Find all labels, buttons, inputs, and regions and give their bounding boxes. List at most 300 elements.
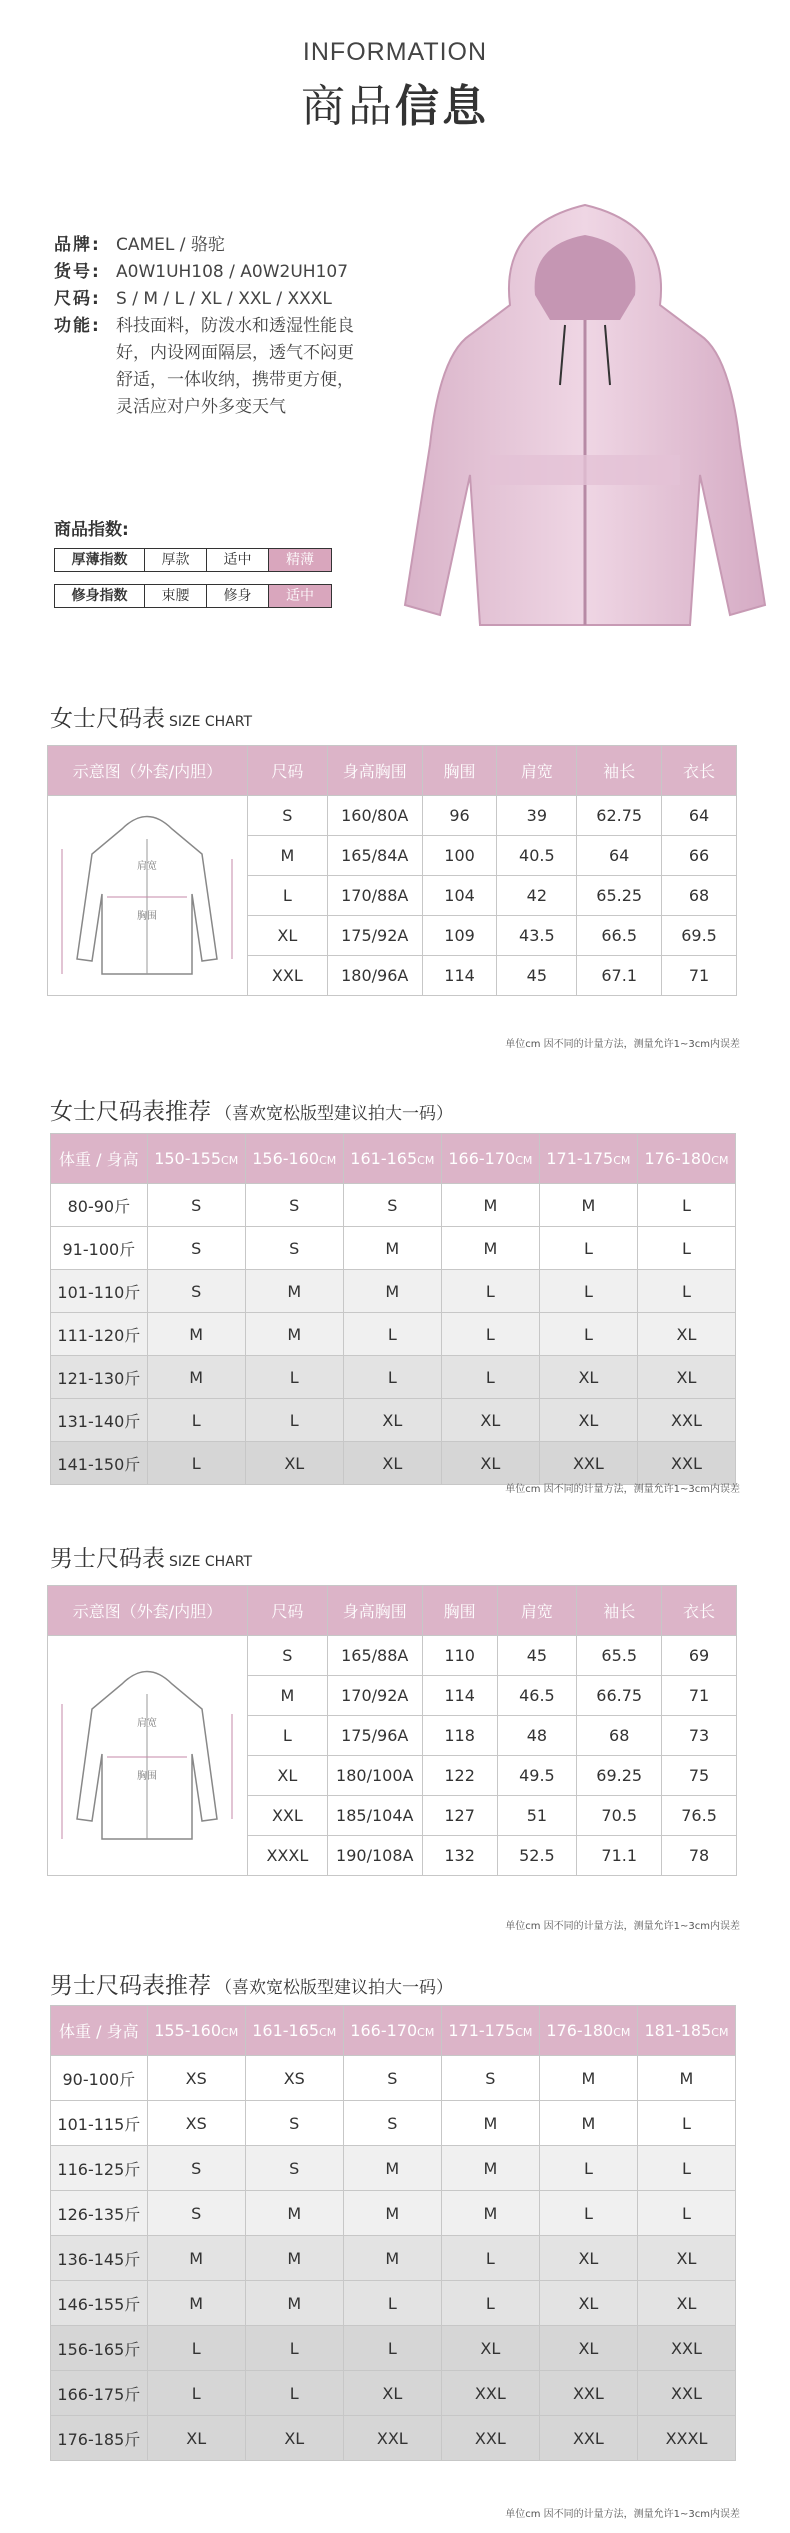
col-header: 身高胸围	[327, 1586, 422, 1636]
cell: 96	[422, 796, 497, 836]
cell: XL	[247, 916, 327, 956]
weight-range: 126-135斤	[51, 2191, 148, 2236]
size-cell: XL	[539, 2281, 637, 2326]
col-header: 袖长	[577, 1586, 662, 1636]
cell: 71.1	[577, 1836, 662, 1876]
thickness-opt-active: 精薄	[269, 549, 331, 571]
cell: L	[247, 1716, 327, 1756]
table-row	[51, 2326, 736, 2371]
size-cell: XXL	[637, 2371, 735, 2416]
cell: 165/84A	[327, 836, 422, 876]
size-cell: M	[343, 2191, 441, 2236]
height-range: 166-170	[448, 1149, 516, 1168]
size-cell: M	[539, 2101, 637, 2146]
size-cell: M	[343, 1270, 441, 1313]
cell: 40.5	[497, 836, 577, 876]
size-cell: XL	[539, 2326, 637, 2371]
thickness-opt: 厚款	[145, 549, 207, 571]
size-cell: M	[147, 2281, 245, 2326]
header-en: INFORMATION	[302, 38, 488, 66]
cell: 46.5	[497, 1676, 577, 1716]
size-cell: L	[147, 2371, 245, 2416]
cell: 69.5	[662, 916, 737, 956]
table-row	[51, 1356, 736, 1399]
table-row	[51, 1227, 736, 1270]
function-label: 功能:	[54, 316, 101, 336]
height-range: 166-170	[350, 2021, 418, 2040]
cell: 73	[662, 1716, 737, 1756]
size-cell: M	[441, 1184, 539, 1227]
size-cell: XL	[441, 2326, 539, 2371]
diagram-label-shoulder: 肩宽	[137, 1717, 158, 1729]
size-cell: L	[343, 2281, 441, 2326]
table-row	[51, 1399, 736, 1442]
table-row	[48, 1636, 737, 1676]
jacket-diagram	[48, 796, 248, 996]
size-cell: XL	[539, 2236, 637, 2281]
men-rec-table	[50, 2005, 736, 2461]
size-cell: S	[147, 1270, 245, 1313]
cell: 75	[662, 1756, 737, 1796]
table-row	[51, 2371, 736, 2416]
size-cell: XL	[245, 1442, 343, 1485]
size-cell: S	[245, 2146, 343, 2191]
header-cn-light: 商品	[301, 81, 395, 132]
cell: 68	[662, 876, 737, 916]
size-cell: L	[245, 1356, 343, 1399]
col-header: 衣长	[662, 746, 737, 796]
size-cell: XL	[245, 2416, 343, 2461]
men-rec-title-text: 男士尺码表推荐	[50, 1973, 211, 1999]
product-info	[54, 232, 434, 421]
size-cell: XL	[539, 1399, 637, 1442]
weight-range: 116-125斤	[51, 2146, 148, 2191]
size-cell: XXL	[637, 1442, 735, 1485]
cell: 175/96A	[327, 1716, 422, 1756]
women-chart-title-text: 女士尺码表	[50, 706, 165, 732]
height-range: 176-180	[546, 2021, 614, 2040]
women-rec-title	[50, 1093, 453, 1126]
size-cell: L	[637, 1184, 735, 1227]
size-cell: M	[441, 1227, 539, 1270]
size-cell: XXL	[637, 2326, 735, 2371]
women-rec-note: 单位cm 因不同的计量方法，测量允许1~3cm内误差	[505, 1484, 740, 1495]
cell: 45	[497, 956, 577, 996]
unit: CM	[319, 2026, 337, 2039]
size-cell: M	[245, 1270, 343, 1313]
col-header	[147, 2006, 245, 2056]
cell: XXXL	[247, 1836, 327, 1876]
col-header	[637, 1134, 735, 1184]
col-header: 示意图（外套/内胆）	[48, 746, 248, 796]
men-chart-title-text: 男士尺码表	[50, 1546, 165, 1572]
size-label: 尺码:	[54, 289, 101, 309]
cell: 69	[662, 1636, 737, 1676]
cell: 67.1	[577, 956, 662, 996]
cell: 66.75	[577, 1676, 662, 1716]
col-header: 尺码	[247, 1586, 327, 1636]
women-chart-title	[50, 700, 252, 733]
size-cell: XXL	[441, 2416, 539, 2461]
cell: 52.5	[497, 1836, 577, 1876]
weight-range: 111-120斤	[51, 1313, 148, 1356]
size-cell: L	[637, 1227, 735, 1270]
weight-range: 91-100斤	[51, 1227, 148, 1270]
unit: CM	[613, 2026, 631, 2039]
header-cn	[0, 70, 790, 134]
cell: 100	[422, 836, 497, 876]
cell: 45	[497, 1636, 577, 1676]
cell: 71	[662, 1676, 737, 1716]
col-header	[245, 1134, 343, 1184]
brand-label: 品牌:	[54, 235, 101, 255]
size-cell: XL	[637, 2281, 735, 2326]
col-header	[343, 1134, 441, 1184]
weight-range: 131-140斤	[51, 1399, 148, 1442]
size-cell: L	[245, 2326, 343, 2371]
size-cell: L	[343, 1313, 441, 1356]
fit-opt: 束腰	[145, 585, 207, 607]
size-cell: L	[539, 2146, 637, 2191]
cell: XXL	[247, 1796, 327, 1836]
size-cell: M	[637, 2056, 735, 2101]
men-chart-subtitle: SIZE CHART	[169, 1554, 253, 1570]
diagram-label-chest: 胸围	[137, 910, 158, 922]
men-chart-title	[50, 1540, 252, 1573]
unit: CM	[515, 2026, 533, 2039]
size-cell: S	[147, 2146, 245, 2191]
cell: 66	[662, 836, 737, 876]
cell: 114	[422, 956, 497, 996]
table-row	[51, 2191, 736, 2236]
cell: S	[247, 796, 327, 836]
jacket-outline-diagram	[52, 1654, 242, 1854]
size-cell: XS	[147, 2056, 245, 2101]
weight-range: 136-145斤	[51, 2236, 148, 2281]
col-header: 衣长	[662, 1586, 737, 1636]
size-cell: XXL	[343, 2416, 441, 2461]
col-header: 肩宽	[497, 746, 577, 796]
unit: CM	[417, 2026, 435, 2039]
size-cell: S	[245, 2101, 343, 2146]
size-cell: XXL	[539, 2416, 637, 2461]
size-cell: L	[441, 1270, 539, 1313]
cell: 78	[662, 1836, 737, 1876]
function-value: 科技面料，防泼水和透湿性能良好，内设网面隔层，透气不闷更舒适，一体收纳，携带更方便，灵活应对户外多变天气	[116, 316, 354, 417]
size-cell: L	[441, 2281, 539, 2326]
unit: CM	[417, 1154, 435, 1167]
thickness-index	[54, 548, 332, 572]
cell: L	[247, 876, 327, 916]
size-cell: M	[245, 2191, 343, 2236]
size-cell: M	[441, 2191, 539, 2236]
cell: 170/92A	[327, 1676, 422, 1716]
size-cell: L	[637, 2101, 735, 2146]
table-row	[51, 1313, 736, 1356]
cell: 69.25	[577, 1756, 662, 1796]
height-range: 181-185	[644, 2021, 712, 2040]
unit: CM	[613, 1154, 631, 1167]
cell: XXL	[247, 956, 327, 996]
size-cell: XXXL	[637, 2416, 735, 2461]
size-cell: XS	[245, 2056, 343, 2101]
size-cell: L	[147, 2326, 245, 2371]
cell: 165/88A	[327, 1636, 422, 1676]
size-cell: L	[637, 1270, 735, 1313]
size-cell: M	[343, 2236, 441, 2281]
height-range: 155-160	[154, 2021, 222, 2040]
table-row	[51, 2056, 736, 2101]
jacket-outline-diagram	[52, 799, 242, 989]
cell: 114	[422, 1676, 497, 1716]
size-cell: L	[147, 1399, 245, 1442]
cell: S	[247, 1636, 327, 1676]
size-cell: M	[343, 1227, 441, 1270]
col-header: 肩宽	[497, 1586, 577, 1636]
sku-label: 货号:	[54, 262, 101, 282]
cell: 65.25	[577, 876, 662, 916]
cell: 180/100A	[327, 1756, 422, 1796]
col-header	[441, 1134, 539, 1184]
size-cell: S	[441, 2056, 539, 2101]
height-range: 171-175	[546, 1149, 614, 1168]
size-cell: M	[245, 2281, 343, 2326]
men-chart-note: 单位cm 因不同的计量方法，测量允许1~3cm内误差	[505, 1921, 740, 1932]
thickness-opt: 适中	[207, 549, 269, 571]
height-range: 161-165	[350, 1149, 418, 1168]
size-cell: XL	[441, 1442, 539, 1485]
cell: 160/80A	[327, 796, 422, 836]
size-cell: XL	[637, 1313, 735, 1356]
size-cell: L	[539, 1270, 637, 1313]
fit-opt: 修身	[207, 585, 269, 607]
size-cell: M	[147, 1356, 245, 1399]
table-row	[51, 2146, 736, 2191]
table-row	[51, 1442, 736, 1485]
size-cell: XL	[343, 1399, 441, 1442]
table-row	[51, 1270, 736, 1313]
unit: CM	[221, 2026, 239, 2039]
size-cell: XXL	[637, 1399, 735, 1442]
size-cell: L	[637, 2191, 735, 2236]
size-cell: XL	[441, 1399, 539, 1442]
size-cell: XL	[637, 2236, 735, 2281]
cell: 66.5	[577, 916, 662, 956]
size-cell: L	[147, 1442, 245, 1485]
size-cell: S	[343, 2056, 441, 2101]
cell: 49.5	[497, 1756, 577, 1796]
diagram-label-shoulder: 肩宽	[137, 860, 158, 872]
height-range: 161-165	[252, 2021, 320, 2040]
unit: CM	[221, 1154, 239, 1167]
cell: XL	[247, 1756, 327, 1796]
size-cell: XXL	[539, 1442, 637, 1485]
women-chart-subtitle: SIZE CHART	[169, 714, 253, 730]
size-cell: L	[441, 2236, 539, 2281]
thickness-index-head: 厚薄指数	[55, 549, 145, 571]
cell: 118	[422, 1716, 497, 1756]
women-rec-subtitle: （喜欢宽松版型建议拍大一码）	[215, 1104, 453, 1124]
col-header	[637, 2006, 735, 2056]
cell: 175/92A	[327, 916, 422, 956]
jacket-diagram	[48, 1636, 248, 1876]
size-cell: XL	[147, 2416, 245, 2461]
women-rec-table	[50, 1133, 736, 1485]
cell: 64	[577, 836, 662, 876]
size-value: S / M / L / XL / XXL / XXXL	[116, 289, 332, 309]
cell: 43.5	[497, 916, 577, 956]
cell: 104	[422, 876, 497, 916]
unit: CM	[711, 1154, 729, 1167]
weight-range: 176-185斤	[51, 2416, 148, 2461]
size-cell: M	[147, 1313, 245, 1356]
col-header: 示意图（外套/内胆）	[48, 1586, 248, 1636]
unit: CM	[515, 1154, 533, 1167]
height-range: 156-160	[252, 1149, 320, 1168]
size-cell: S	[343, 1184, 441, 1227]
height-range: 150-155	[154, 1149, 222, 1168]
diagram-label-chest: 胸围	[137, 1770, 158, 1782]
size-cell: S	[343, 2101, 441, 2146]
weight-range: 80-90斤	[51, 1184, 148, 1227]
col-header	[539, 2006, 637, 2056]
size-cell: S	[245, 1184, 343, 1227]
size-cell: XL	[637, 1356, 735, 1399]
size-cell: M	[441, 2146, 539, 2191]
cell: M	[247, 1676, 327, 1716]
table-row	[48, 796, 737, 836]
table-row	[51, 2101, 736, 2146]
col-header: 胸围	[422, 1586, 497, 1636]
cell: 39	[497, 796, 577, 836]
size-cell: XL	[343, 1442, 441, 1485]
height-range: 176-180	[644, 1149, 712, 1168]
index-title: 商品指数:	[54, 520, 129, 540]
height-range: 171-175	[448, 2021, 516, 2040]
size-cell: M	[441, 2101, 539, 2146]
size-cell: XL	[539, 1356, 637, 1399]
size-cell: M	[539, 1184, 637, 1227]
cell: 51	[497, 1796, 577, 1836]
weight-range: 166-175斤	[51, 2371, 148, 2416]
size-cell: L	[441, 1356, 539, 1399]
sku-value: A0W1UH108 / A0W2UH107	[116, 262, 349, 282]
unit: CM	[711, 2026, 729, 2039]
cell: 42	[497, 876, 577, 916]
cell: 62.75	[577, 796, 662, 836]
size-cell: M	[539, 2056, 637, 2101]
cell: 65.5	[577, 1636, 662, 1676]
size-cell: M	[245, 1313, 343, 1356]
size-cell: M	[343, 2146, 441, 2191]
size-cell: L	[245, 1399, 343, 1442]
size-cell: L	[343, 1356, 441, 1399]
size-cell: XXL	[539, 2371, 637, 2416]
cell: 68	[577, 1716, 662, 1756]
col-header	[147, 1134, 245, 1184]
cell: 70.5	[577, 1796, 662, 1836]
cell: 180/96A	[327, 956, 422, 996]
col-header	[539, 1134, 637, 1184]
size-cell: L	[637, 2146, 735, 2191]
size-cell: M	[245, 2236, 343, 2281]
cell: 127	[422, 1796, 497, 1836]
size-cell: L	[539, 1313, 637, 1356]
col-header	[343, 2006, 441, 2056]
women-size-table	[47, 745, 737, 996]
size-cell: L	[539, 2191, 637, 2236]
women-rec-title-text: 女士尺码表推荐	[50, 1099, 211, 1125]
size-cell: S	[147, 2191, 245, 2236]
size-cell: L	[343, 2326, 441, 2371]
size-cell: L	[245, 2371, 343, 2416]
weight-range: 101-115斤	[51, 2101, 148, 2146]
cell: 48	[497, 1716, 577, 1756]
fit-index-head: 修身指数	[55, 585, 145, 607]
table-row	[51, 2236, 736, 2281]
fit-opt-active: 适中	[269, 585, 331, 607]
size-cell: S	[147, 1184, 245, 1227]
col-header: 袖长	[577, 746, 662, 796]
brand-value: CAMEL / 骆驼	[116, 235, 225, 255]
men-rec-subtitle: （喜欢宽松版型建议拍大一码）	[215, 1978, 453, 1998]
men-rec-note: 单位cm 因不同的计量方法，测量允许1~3cm内误差	[505, 2509, 740, 2520]
col-header	[245, 2006, 343, 2056]
size-cell: L	[539, 1227, 637, 1270]
size-cell: XXL	[441, 2371, 539, 2416]
col-header: 尺码	[247, 746, 327, 796]
cell: 185/104A	[327, 1796, 422, 1836]
size-cell: L	[441, 1313, 539, 1356]
cell: 76.5	[662, 1796, 737, 1836]
weight-range: 146-155斤	[51, 2281, 148, 2326]
size-cell: XL	[343, 2371, 441, 2416]
men-size-table	[47, 1585, 737, 1876]
cell: 170/88A	[327, 876, 422, 916]
cell: M	[247, 836, 327, 876]
size-cell: XS	[147, 2101, 245, 2146]
col-header: 胸围	[422, 746, 497, 796]
header-cn-bold: 信息	[395, 81, 489, 132]
size-cell: S	[147, 1227, 245, 1270]
cell: 110	[422, 1636, 497, 1676]
size-cell: S	[245, 1227, 343, 1270]
cell: 109	[422, 916, 497, 956]
col-header: 身高胸围	[327, 746, 422, 796]
table-row	[51, 2281, 736, 2326]
cell: 132	[422, 1836, 497, 1876]
table-row	[51, 2416, 736, 2461]
jacket-product-image	[400, 185, 770, 665]
table-row	[51, 1184, 736, 1227]
corner-header: 体重 / 身高	[51, 1134, 148, 1184]
cell: 190/108A	[327, 1836, 422, 1876]
weight-range: 90-100斤	[51, 2056, 148, 2101]
weight-range: 156-165斤	[51, 2326, 148, 2371]
weight-range: 121-130斤	[51, 1356, 148, 1399]
women-chart-note: 单位cm 因不同的计量方法，测量允许1~3cm内误差	[505, 1039, 740, 1050]
cell: 122	[422, 1756, 497, 1796]
fit-index	[54, 584, 332, 608]
men-rec-title	[50, 1967, 453, 2000]
size-cell: M	[147, 2236, 245, 2281]
weight-range: 101-110斤	[51, 1270, 148, 1313]
weight-range: 141-150斤	[51, 1442, 148, 1485]
cell: 64	[662, 796, 737, 836]
corner-header: 体重 / 身高	[51, 2006, 148, 2056]
cell: 71	[662, 956, 737, 996]
col-header	[441, 2006, 539, 2056]
